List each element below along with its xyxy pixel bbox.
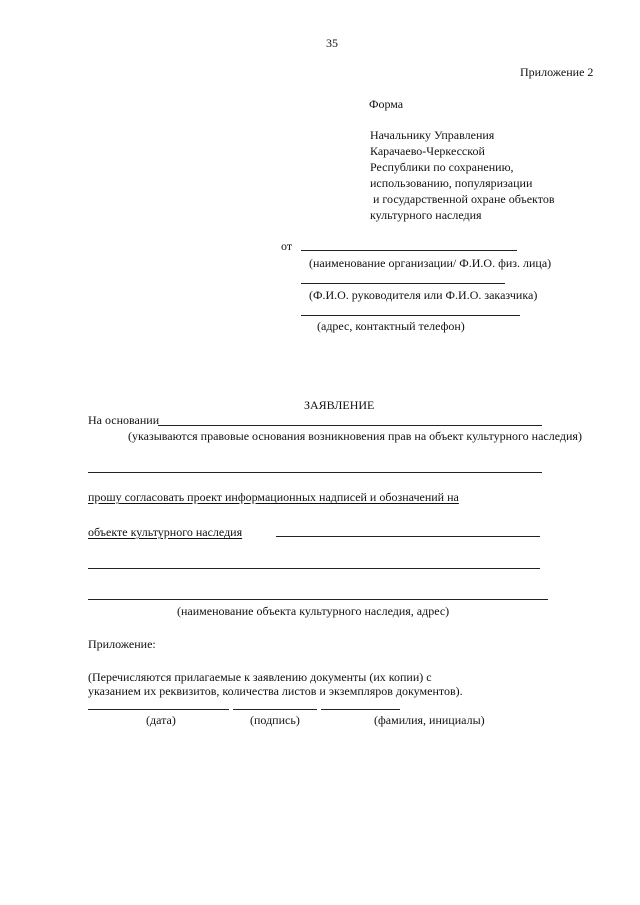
date-label: (дата) [146, 713, 176, 727]
head-name-hint: (Ф.И.О. руководителя или Ф.И.О. заказчика) [309, 288, 538, 302]
attachment-text-line: (Перечисляются прилагаемые к заявлению документы (их копии) с [88, 670, 432, 684]
head-name-blank-line[interactable] [301, 283, 505, 284]
addressee-line: Карачаево-Черкесской [370, 144, 485, 158]
request-text: прошу согласовать проект информационных надписей и обозначений на [88, 490, 459, 504]
signature-label: (подпись) [250, 713, 300, 727]
name-blank-line[interactable] [321, 709, 400, 710]
addressee-line: использованию, популяризации [370, 176, 533, 190]
object-continuation-line[interactable] [88, 568, 540, 569]
from-label: от [281, 239, 293, 253]
page-number: 35 [326, 36, 338, 50]
basis-blank-line[interactable] [158, 425, 542, 426]
addressee-line: культурного наследия [370, 208, 482, 222]
basis-hint: (указываются правовые основания возникновения прав на объект культурного наследия) [128, 429, 582, 443]
organization-blank-line[interactable] [301, 250, 517, 251]
signature-blank-line[interactable] [233, 709, 317, 710]
statement-title: ЗАЯВЛЕНИЕ [304, 398, 375, 412]
date-blank-line[interactable] [88, 709, 229, 710]
appendix-label: Приложение 2 [520, 65, 594, 79]
object-hint: (наименование объекта культурного наследия, адрес) [177, 604, 450, 618]
basis-label: На основании [88, 413, 160, 427]
address-blank-line[interactable] [301, 315, 520, 316]
object-address-line[interactable] [88, 599, 548, 600]
addressee-line: Начальнику Управления [370, 128, 495, 142]
addressee-line: и государственной охране объектов [370, 192, 555, 206]
basis-continuation-line[interactable] [88, 472, 542, 473]
address-hint: (адрес, контактный телефон) [317, 319, 465, 333]
addressee-line: Республики по сохранению, [370, 160, 514, 174]
attachment-text-line: указанием их реквизитов, количества листов и экземпляров документов). [88, 684, 463, 698]
object-blank-line[interactable] [276, 536, 540, 537]
attachment-label: Приложение: [88, 637, 156, 651]
name-label: (фамилия, инициалы) [374, 713, 485, 727]
form-label: Форма [369, 97, 404, 111]
organization-hint: (наименование организации/ Ф.И.О. физ. лица) [309, 256, 552, 270]
object-label: объекте культурного наследия [88, 525, 243, 539]
